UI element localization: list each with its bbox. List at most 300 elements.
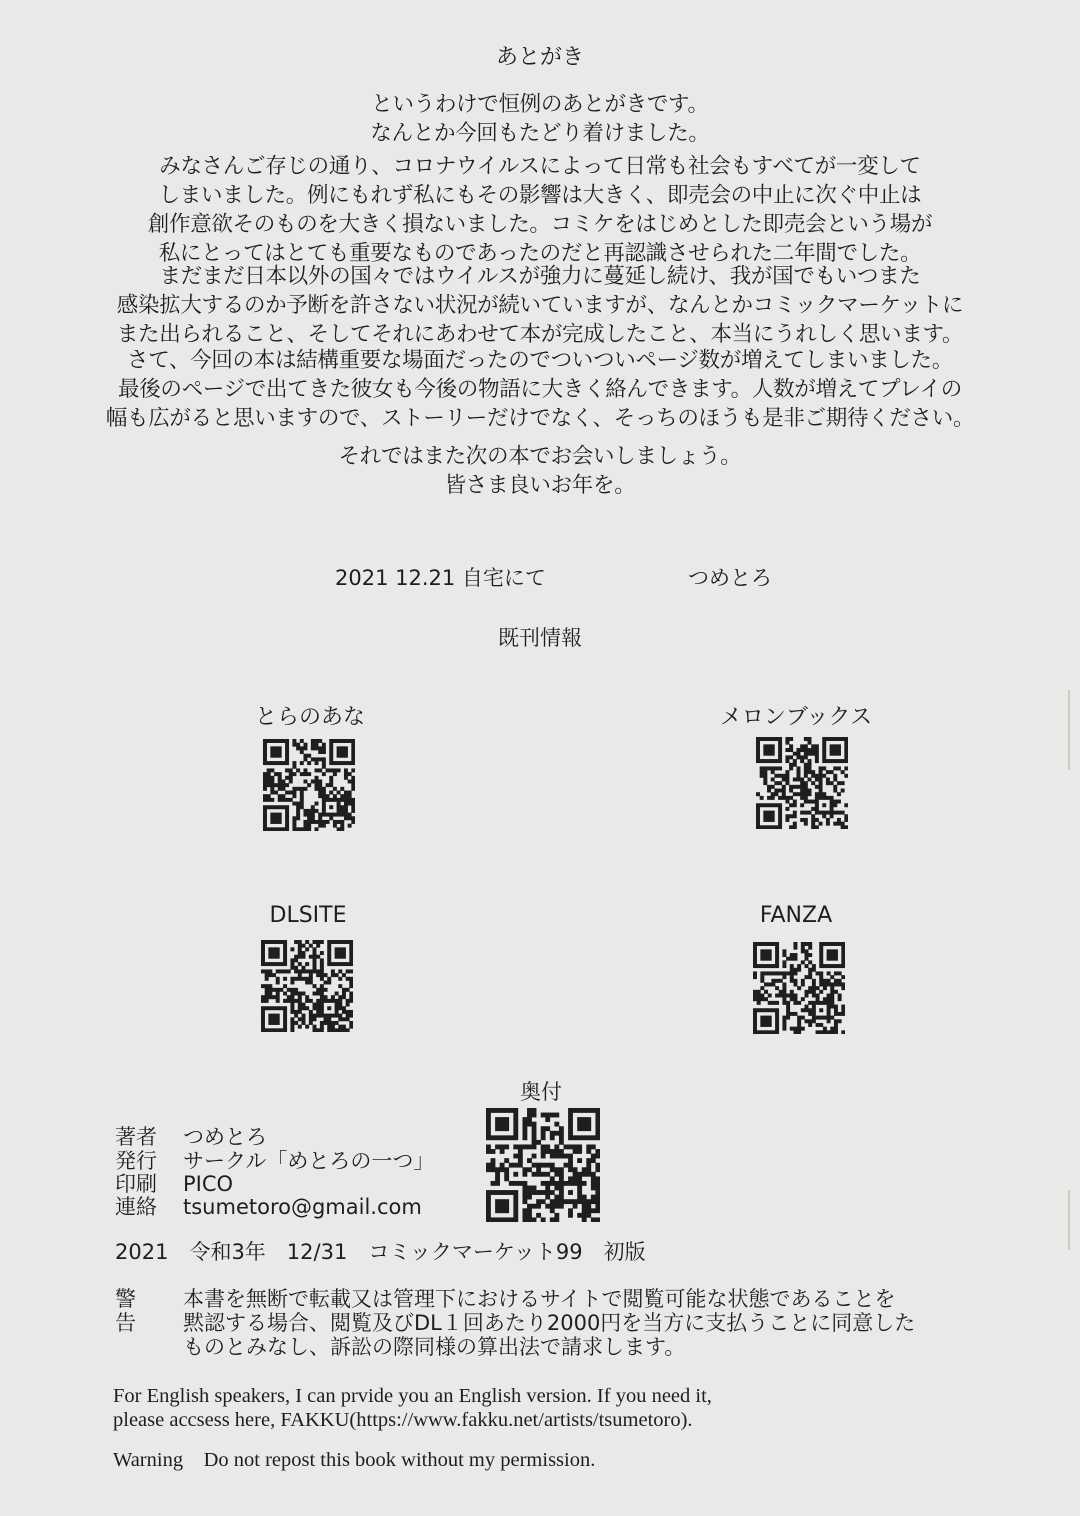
qr-module	[595, 1176, 600, 1181]
qr-module	[790, 968, 794, 972]
qr-module	[819, 774, 823, 778]
qr-module	[823, 1030, 827, 1034]
qr-module	[285, 824, 289, 828]
qr-module	[793, 994, 797, 998]
colophon-row-publisher	[115, 1149, 434, 1173]
qr-module	[307, 761, 311, 765]
qr-module	[771, 942, 775, 946]
qr-module	[559, 1195, 564, 1200]
qr-module	[513, 1117, 518, 1122]
qr-module	[298, 1017, 302, 1021]
qr-module	[822, 755, 826, 759]
qr-module	[764, 1008, 768, 1012]
qr-module	[545, 1204, 550, 1209]
qr-module	[756, 744, 760, 748]
qr-code-toranoana[interactable]	[263, 739, 355, 831]
qr-module	[513, 1154, 518, 1159]
qr-module	[545, 1126, 550, 1131]
qr-module	[568, 1199, 573, 1204]
qr-module	[786, 1016, 790, 1020]
qr-module	[756, 807, 760, 811]
qr-module	[504, 1167, 509, 1172]
qr-code-dlsite[interactable]	[261, 940, 353, 1032]
qr-module	[300, 827, 304, 831]
qr-module	[774, 737, 778, 741]
qr-module	[793, 997, 797, 1001]
qr-module	[797, 1001, 801, 1005]
qr-module	[782, 789, 786, 793]
qr-module	[541, 1154, 546, 1159]
qr-module	[327, 947, 331, 951]
qr-module	[756, 825, 760, 829]
qr-module	[837, 811, 841, 815]
qr-module	[527, 1117, 532, 1122]
qr-module	[268, 951, 272, 955]
qr-module	[764, 1030, 768, 1034]
qr-module	[327, 1025, 331, 1029]
qr-module	[812, 1005, 816, 1009]
qr-module	[819, 822, 823, 826]
qr-module	[763, 774, 767, 778]
qr-module	[559, 1140, 564, 1145]
qr-module	[285, 813, 289, 817]
qr-module	[270, 750, 274, 754]
qr-module	[819, 796, 823, 800]
qr-module	[337, 754, 341, 758]
qr-module	[830, 770, 834, 774]
qr-module	[811, 818, 815, 822]
qr-module	[753, 1008, 757, 1012]
qr-module	[764, 953, 768, 957]
qr-module	[320, 977, 324, 981]
qr-module	[545, 1186, 550, 1191]
qr-module	[491, 1108, 496, 1113]
qr-module	[348, 761, 352, 765]
qr-module	[303, 757, 307, 761]
qr-module	[801, 1008, 805, 1012]
qr-module	[268, 955, 272, 959]
qr-module	[834, 1008, 838, 1012]
qr-module	[591, 1172, 596, 1177]
qr-module	[815, 792, 819, 796]
qr-module	[296, 787, 300, 791]
qr-module	[771, 818, 775, 822]
qr-module	[827, 971, 831, 975]
qr-module	[301, 966, 305, 970]
qr-module	[303, 813, 307, 817]
qr-module	[834, 1030, 838, 1034]
qr-module	[504, 1135, 509, 1140]
qr-module	[808, 953, 812, 957]
afterword-paragraph-4	[0, 346, 1080, 433]
qr-module	[830, 744, 834, 748]
qr-module	[313, 984, 317, 988]
qr-module	[338, 995, 342, 999]
qr-module	[550, 1149, 555, 1154]
qr-module	[270, 816, 274, 820]
qr-module	[320, 962, 324, 966]
qr-module	[270, 783, 274, 787]
qr-module	[822, 741, 826, 745]
qr-module	[335, 940, 339, 944]
qr-module	[808, 990, 812, 994]
qr-module	[830, 759, 834, 763]
qr-module	[573, 1172, 578, 1177]
qr-module	[322, 750, 326, 754]
afterword-title: あとがき	[495, 45, 584, 70]
qr-module	[527, 1195, 532, 1200]
qr-module	[582, 1217, 587, 1222]
qr-module	[805, 1019, 809, 1023]
qr-module	[830, 781, 834, 785]
qr-module	[790, 1012, 794, 1016]
qr-module	[303, 743, 307, 747]
qr-module	[819, 1001, 823, 1005]
qr-code-melonbooks[interactable]	[756, 737, 848, 829]
qr-module	[844, 755, 848, 759]
qr-module	[833, 777, 837, 781]
qr-module	[782, 1001, 786, 1005]
qr-module	[768, 942, 772, 946]
qr-module	[265, 969, 269, 973]
paragraph-line: 創作意欲そのものを大きく損ないました。コミケをはじめとした即売会という場が	[147, 212, 933, 237]
qr-module	[274, 772, 278, 776]
qr-module	[541, 1131, 546, 1136]
qr-module	[577, 1108, 582, 1113]
qr-module	[316, 1006, 320, 1010]
qr-module	[294, 999, 298, 1003]
qr-module	[290, 1003, 294, 1007]
qr-module	[753, 949, 757, 953]
qr-module	[346, 969, 350, 973]
qr-module	[536, 1163, 541, 1168]
qr-module	[274, 827, 278, 831]
qr-module	[812, 982, 816, 986]
qr-module	[268, 1006, 272, 1010]
qr-module	[841, 949, 845, 953]
qr-module	[276, 1028, 280, 1032]
qr-module	[486, 1195, 491, 1200]
qr-module	[532, 1126, 537, 1131]
qr-module	[767, 803, 771, 807]
qr-module	[823, 986, 827, 990]
qr-module	[322, 757, 326, 761]
qr-module	[313, 1014, 317, 1018]
qr-module	[559, 1172, 564, 1177]
qr-module	[775, 957, 779, 961]
qr-module	[326, 783, 330, 787]
qr-module	[793, 777, 797, 781]
qr-module	[326, 820, 330, 824]
qr-module	[782, 949, 786, 953]
qr-module	[320, 988, 324, 992]
qr-module	[263, 783, 267, 787]
qr-module	[797, 964, 801, 968]
qr-module	[270, 768, 274, 772]
qr-module	[333, 798, 337, 802]
qr-module	[774, 781, 778, 785]
qr-module	[785, 737, 789, 741]
qr-module	[348, 779, 352, 783]
qr-module	[789, 796, 793, 800]
qr-module	[518, 1181, 523, 1186]
qr-module	[785, 777, 789, 781]
qr-module	[305, 1025, 309, 1029]
qr-module	[268, 940, 272, 944]
qr-module	[263, 743, 267, 747]
qr-code-fanza[interactable]	[753, 942, 845, 1034]
qr-module	[500, 1208, 505, 1213]
qr-module	[550, 1113, 555, 1118]
qr-module	[808, 960, 812, 964]
qr-module	[309, 1010, 313, 1014]
qr-module	[305, 999, 309, 1003]
qr-module	[513, 1122, 518, 1127]
qr-module	[816, 1001, 820, 1005]
qr-module	[775, 1023, 779, 1027]
shop-label-fanza: FANZA	[759, 903, 833, 928]
qr-code-graphic	[263, 739, 355, 831]
qr-module	[274, 761, 278, 765]
qr-module	[830, 752, 834, 756]
qr-module	[837, 800, 841, 804]
qr-module	[272, 1017, 276, 1021]
qr-module	[495, 1204, 500, 1209]
qr-module	[276, 940, 280, 944]
qr-module	[324, 995, 328, 999]
qr-module	[786, 1001, 790, 1005]
qr-module	[837, 818, 841, 822]
qr-module	[337, 798, 341, 802]
qr-module	[318, 750, 322, 754]
qr-module	[300, 750, 304, 754]
qr-module	[296, 809, 300, 813]
qr-module	[760, 803, 764, 807]
qr-module	[811, 825, 815, 829]
qr-module	[298, 1006, 302, 1010]
qr-module	[774, 803, 778, 807]
qr-module	[327, 962, 331, 966]
qr-module	[278, 827, 282, 831]
qr-module	[486, 1126, 491, 1131]
qr-module	[786, 1012, 790, 1016]
qr-module	[285, 816, 289, 820]
qr-module	[775, 1016, 779, 1020]
qr-module	[518, 1163, 523, 1168]
qr-module	[311, 805, 315, 809]
qr-module	[815, 755, 819, 759]
qr-module	[500, 1144, 505, 1149]
qr-module	[760, 975, 764, 979]
qr-module	[841, 781, 845, 785]
qr-module	[577, 1186, 582, 1191]
qr-module	[833, 774, 837, 778]
qr-module	[294, 992, 298, 996]
qr-module	[841, 986, 845, 990]
qr-module	[763, 803, 767, 807]
qr-module	[351, 802, 355, 806]
qr-module	[760, 949, 764, 953]
qr-module	[342, 1017, 346, 1021]
qr-module	[267, 805, 271, 809]
qr-module	[815, 807, 819, 811]
qr-module	[346, 940, 350, 944]
qr-module	[778, 752, 782, 756]
qr-module	[763, 748, 767, 752]
qr-module	[767, 825, 771, 829]
qr-module	[786, 994, 790, 998]
qr-code-colophon[interactable]	[486, 1108, 600, 1222]
qr-module	[500, 1135, 505, 1140]
qr-module	[768, 1019, 772, 1023]
qr-module	[337, 820, 341, 824]
qr-module	[789, 789, 793, 793]
qr-module	[274, 820, 278, 824]
qr-module	[342, 973, 346, 977]
colophon-key: 連絡	[115, 1195, 157, 1219]
shop-label-dlsite: DLSITE	[269, 903, 347, 928]
qr-module	[833, 737, 837, 741]
qr-module	[300, 805, 304, 809]
qr-module	[532, 1140, 537, 1145]
paragraph-line: というわけで恒例のあとがきです。	[371, 92, 709, 117]
qr-module	[812, 1019, 816, 1023]
qr-module	[294, 958, 298, 962]
qr-module	[340, 809, 344, 813]
qr-module	[337, 761, 341, 765]
qr-module	[276, 999, 280, 1003]
qr-module	[342, 995, 346, 999]
qr-module	[351, 761, 355, 765]
qr-module	[804, 752, 808, 756]
qr-module	[796, 785, 800, 789]
qr-module	[786, 1005, 790, 1009]
qr-module	[595, 1149, 600, 1154]
qr-module	[276, 1017, 280, 1021]
qr-module	[342, 951, 346, 955]
qr-module	[318, 813, 322, 817]
qr-module	[300, 746, 304, 750]
qr-module	[830, 803, 834, 807]
qr-module	[504, 1190, 509, 1195]
qr-module	[320, 992, 324, 996]
qr-module	[774, 759, 778, 763]
qr-module	[337, 827, 341, 831]
qr-module	[522, 1144, 527, 1149]
qr-module	[822, 774, 826, 778]
english-warning: Warning Do not repost this book without my permission.	[113, 1449, 596, 1471]
qr-module	[545, 1181, 550, 1186]
qr-module	[595, 1117, 600, 1122]
qr-module	[786, 1008, 790, 1012]
qr-module	[573, 1199, 578, 1204]
qr-module	[577, 1181, 582, 1186]
qr-module	[311, 809, 315, 813]
qr-module	[768, 964, 772, 968]
qr-module	[344, 761, 348, 765]
qr-module	[346, 1010, 350, 1014]
qr-module	[285, 746, 289, 750]
qr-module	[287, 995, 291, 999]
qr-module	[827, 964, 831, 968]
qr-module	[577, 1195, 582, 1200]
qr-module	[591, 1158, 596, 1163]
colophon-value: PICO	[183, 1172, 234, 1196]
qr-module	[267, 776, 271, 780]
qr-module	[335, 951, 339, 955]
qr-module	[834, 1005, 838, 1009]
qr-module	[320, 1025, 324, 1029]
qr-module	[768, 953, 772, 957]
qr-module	[804, 789, 808, 793]
qr-module	[756, 814, 760, 818]
qr-module	[756, 803, 760, 807]
qr-module	[513, 1135, 518, 1140]
qr-module	[775, 946, 779, 950]
qr-module	[513, 1199, 518, 1204]
qr-module	[283, 1028, 287, 1032]
qr-module	[261, 955, 265, 959]
qr-module	[778, 807, 782, 811]
colophon-key: 発行	[115, 1149, 157, 1173]
qr-module	[823, 1027, 827, 1031]
qr-module	[841, 1030, 845, 1034]
qr-module	[285, 776, 289, 780]
qr-module	[279, 962, 283, 966]
qr-module	[841, 957, 845, 961]
qr-module	[778, 766, 782, 770]
qr-module	[340, 754, 344, 758]
qr-module	[808, 770, 812, 774]
qr-module	[285, 805, 289, 809]
qr-module	[756, 752, 760, 756]
qr-module	[527, 1144, 532, 1149]
qr-module	[263, 798, 267, 802]
qr-module	[753, 957, 757, 961]
qr-module	[335, 1010, 339, 1014]
qr-module	[283, 1010, 287, 1014]
qr-module	[826, 811, 830, 815]
qr-module	[812, 990, 816, 994]
qr-module	[815, 752, 819, 756]
qr-module	[771, 979, 775, 983]
qr-module	[760, 957, 764, 961]
qr-module	[577, 1135, 582, 1140]
qr-module	[281, 787, 285, 791]
qr-module	[522, 1181, 527, 1186]
qr-module	[527, 1122, 532, 1127]
qr-module	[760, 759, 764, 763]
qr-module	[827, 1008, 831, 1012]
qr-module	[274, 816, 278, 820]
qr-module	[268, 984, 272, 988]
qr-module	[500, 1190, 505, 1195]
qr-module	[800, 785, 804, 789]
qr-module	[757, 990, 761, 994]
qr-module	[768, 982, 772, 986]
qr-module	[504, 1158, 509, 1163]
qr-module	[564, 1181, 569, 1186]
qr-module	[272, 962, 276, 966]
qr-module	[331, 969, 335, 973]
qr-module	[536, 1190, 541, 1195]
qr-module	[313, 958, 317, 962]
qr-module	[272, 973, 276, 977]
qr-module	[757, 997, 761, 1001]
qr-module	[351, 757, 355, 761]
qr-module	[296, 802, 300, 806]
qr-module	[513, 1181, 518, 1186]
